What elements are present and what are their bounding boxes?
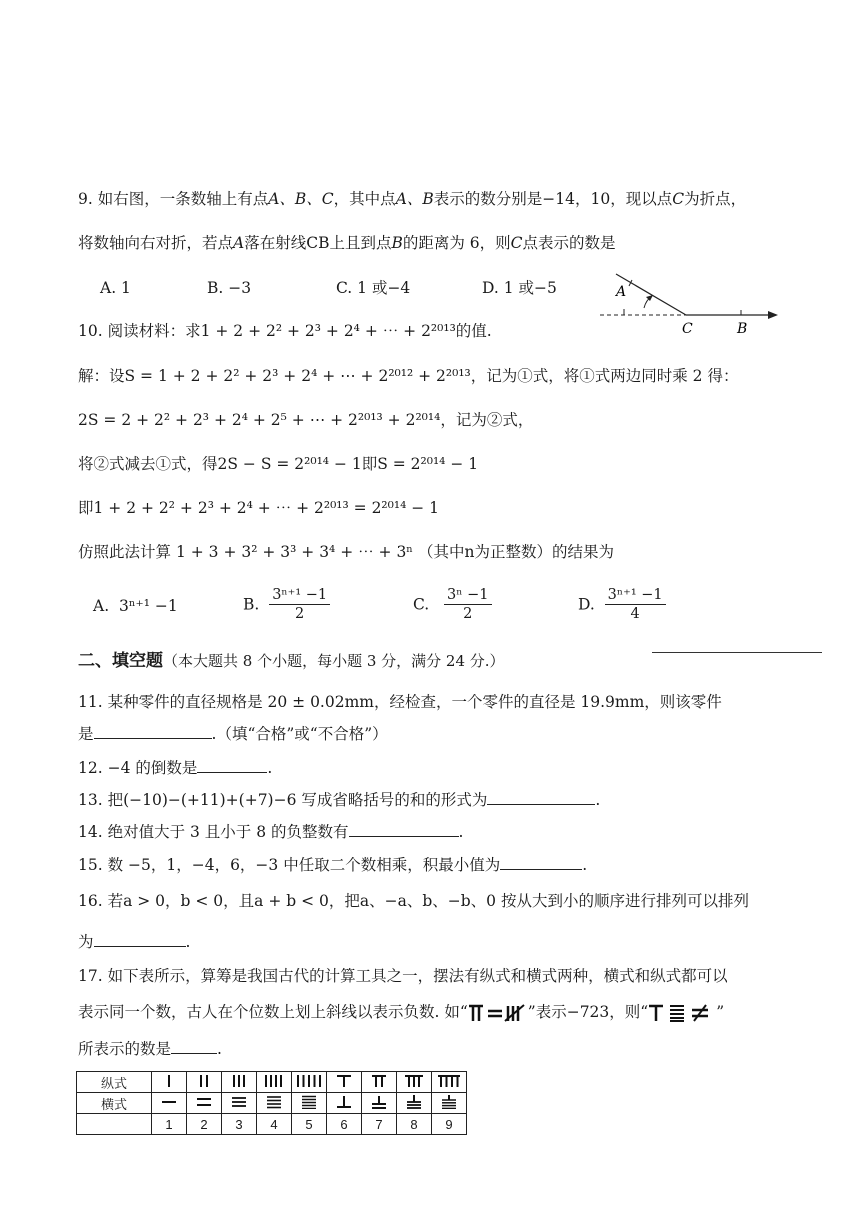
q16-text: 为 — [78, 933, 94, 951]
q9-text: ，其中点 — [333, 190, 396, 208]
rod-numeral-question — [648, 1004, 716, 1022]
numerator: 3ⁿ −1 — [444, 586, 491, 605]
divider — [652, 652, 822, 653]
q10-text: ，记为②式， — [440, 411, 534, 429]
q10-expression: 1 + 2 + 2² + 2³ + 2⁴ + ⋯ + 2²⁰¹³ — [200, 322, 456, 340]
section-2-header — [78, 651, 505, 671]
option-label: C. — [413, 595, 430, 614]
vertical-rod-2 — [187, 1072, 222, 1093]
q10-text: 将②式减去①式，得 — [78, 455, 218, 473]
q10-text: 仿照此法计算 — [78, 543, 172, 561]
denominator: 4 — [630, 606, 640, 622]
q9-point: A — [233, 234, 245, 252]
label-b: B — [737, 321, 748, 337]
vertical-rod-7 — [362, 1072, 397, 1093]
row-label: 纵式 — [77, 1072, 152, 1093]
horizontal-rod-7 — [362, 1093, 397, 1114]
q16-text: . — [185, 933, 191, 951]
q10-solution-line4 — [78, 498, 439, 518]
section-note: （本大题共 8 个小题，每小题 3 分，满分 24 分.） — [163, 652, 505, 670]
table-row-digits — [77, 1114, 467, 1135]
q10-expression: 2S = 2 + 2² + 2³ + 2⁴ + 2⁵ + ⋯ + 2²⁰¹³ + 2²⁰¹⁴ — [78, 411, 441, 429]
q9-point: B — [391, 234, 403, 252]
q15-answer-blank[interactable] — [500, 855, 582, 870]
option-label: D. — [578, 595, 595, 614]
q11-text: .（填“合格”或“不合格”） — [211, 725, 388, 743]
q10-text: ，记为①式，将①式两边同时乘 2 得： — [470, 367, 739, 385]
q10-solution-line3 — [78, 454, 478, 474]
q13 — [78, 790, 600, 810]
q17-line2 — [78, 1002, 724, 1022]
number-line-figure — [596, 268, 786, 340]
q17-text: ” — [716, 1003, 725, 1021]
q10-text: 解：设 — [78, 367, 125, 385]
q10-text: （其中n为正整数）的结果为 — [417, 543, 614, 561]
q12-text: . — [267, 759, 273, 777]
rod-numeral-example — [468, 1004, 528, 1022]
horizontal-rod-8 — [397, 1093, 432, 1114]
q10-solution-line2 — [78, 410, 533, 430]
label-c: C — [682, 321, 693, 337]
q9-point: C — [672, 190, 685, 208]
q16-line1: 16. 若a > 0，b < 0，且a + b < 0，把a、−a、b、−b、0 按从大到小的顺序进行排列可以排列 — [78, 892, 749, 910]
q10-task — [78, 542, 614, 562]
q9-text: 表示的数分别是−14，10，现以点 — [433, 190, 673, 208]
q17-line3 — [78, 1039, 222, 1059]
q17-text: ”表示−723，则“ — [527, 1003, 649, 1021]
horizontal-rod-4 — [257, 1093, 292, 1114]
q17-text: 所表示的数是 — [78, 1040, 172, 1058]
q10-expression: 2S − S = 2²⁰¹⁴ − 1即S = 2²⁰¹⁴ − 1 — [217, 455, 479, 473]
section-title: 二、填空题 — [78, 651, 163, 671]
digit-cell: 1 — [152, 1114, 187, 1135]
q14-answer-blank[interactable] — [349, 822, 459, 837]
q9-line1 — [78, 189, 746, 209]
q10-expression: S = 1 + 2 + 2² + 2³ + 2⁴ + ⋯ + 2²⁰¹² + 2²⁰¹³ — [124, 367, 471, 385]
q9-option-a: A. 1 — [100, 279, 131, 297]
q17-text: 表示同一个数，古人在个位数上划上斜线以表示负数. 如“ — [78, 1003, 468, 1021]
q10-option-c — [413, 586, 492, 623]
q9-point: C — [510, 234, 523, 252]
table-row-vertical — [77, 1072, 467, 1093]
q9-option-d: D. 1 或−5 — [482, 279, 557, 297]
horizontal-rod-5 — [292, 1093, 327, 1114]
q9-text: 点表示的数是 — [522, 234, 616, 252]
option-label: B. — [243, 595, 260, 614]
horizontal-rod-6 — [327, 1093, 362, 1114]
q10-text: 即 — [78, 499, 94, 517]
q9-text: 将数轴向右对折，若点 — [78, 234, 234, 252]
vertical-rod-4 — [257, 1072, 292, 1093]
digit-cell: 4 — [257, 1114, 292, 1135]
folded-ray — [616, 274, 686, 315]
option-value: 3ⁿ⁺¹ −1 — [118, 597, 178, 615]
q16-line2 — [78, 932, 190, 952]
q9-points: A、B — [395, 190, 434, 208]
q13-answer-blank[interactable] — [487, 790, 595, 805]
q14-text: . — [458, 823, 464, 841]
digit-cell: 7 — [362, 1114, 397, 1135]
q11-line2 — [78, 724, 388, 744]
rod-numeral-table — [76, 1071, 467, 1135]
q12-text: 12. −4 的倒数是 — [78, 759, 198, 777]
q9-text: 落在射线CB上且到点 — [244, 234, 392, 252]
fraction — [605, 586, 666, 623]
row-label — [77, 1114, 152, 1135]
row-label: 横式 — [77, 1093, 152, 1114]
q13-text: 13. 把(−10)−(+11)+(+7)−6 写成省略括号的和的形式为 — [78, 791, 488, 809]
digit-cell: 8 — [397, 1114, 432, 1135]
digit-cell: 2 — [187, 1114, 222, 1135]
numerator: 3ⁿ⁺¹ −1 — [269, 586, 330, 605]
q12 — [78, 758, 272, 778]
vertical-rod-1 — [152, 1072, 187, 1093]
axis-arrow-icon — [768, 311, 778, 319]
digit-cell: 5 — [292, 1114, 327, 1135]
digit-cell: 9 — [432, 1114, 467, 1135]
q10-option-a — [93, 596, 178, 616]
fraction — [444, 586, 491, 623]
option-label: A. — [93, 597, 110, 615]
q17-text: . — [217, 1040, 222, 1058]
q10-option-b — [243, 586, 330, 623]
q17-line1: 17. 如下表所示，算筹是我国古代的计算工具之一，摆法有纵式和横式两种，横式和纵式都可以 — [78, 967, 728, 985]
q9-option-c: C. 1 或−4 — [336, 279, 411, 297]
q15-text: . — [582, 856, 588, 874]
horizontal-rod-2 — [187, 1093, 222, 1114]
q9-points: A、B、C — [268, 190, 334, 208]
denominator: 2 — [463, 606, 473, 622]
q15 — [78, 855, 587, 875]
vertical-rod-8 — [397, 1072, 432, 1093]
q11-line1: 11. 某种零件的直径规格是 20 ± 0.02mm，经检查，一个零件的直径是 19.9mm，则该零件 — [78, 693, 722, 711]
q9-text: 的距离为 6，则 — [402, 234, 511, 252]
q10-option-d — [578, 586, 666, 623]
numerator: 3ⁿ⁺¹ −1 — [605, 586, 666, 605]
q9-text: 9. 如右图，一条数轴上有点 — [78, 190, 269, 208]
q10-text: 10. 阅读材料：求 — [78, 322, 201, 340]
q13-text: . — [595, 791, 601, 809]
q14 — [78, 822, 463, 842]
q10-title — [78, 321, 492, 341]
denominator: 2 — [295, 606, 305, 622]
q12-answer-blank[interactable] — [197, 758, 267, 773]
q10-expression: 1 + 3 + 3² + 3³ + 3⁴ + ⋯ + 3ⁿ — [175, 543, 414, 561]
label-a: A — [616, 284, 627, 300]
q11-answer-blank[interactable] — [94, 724, 212, 739]
q15-text: 15. 数 −5，1，−4，6，−3 中任取二个数相乘，积最小值为 — [78, 856, 501, 874]
vertical-rod-9 — [432, 1072, 467, 1093]
vertical-rod-5 — [292, 1072, 327, 1093]
horizontal-rod-3 — [222, 1093, 257, 1114]
vertical-rod-3 — [222, 1072, 257, 1093]
table-row-horizontal — [77, 1093, 467, 1114]
horizontal-rod-9 — [432, 1093, 467, 1114]
vertical-rod-6 — [327, 1072, 362, 1093]
q14-text: 14. 绝对值大于 3 且小于 8 的负整数有 — [78, 823, 349, 841]
q9-line2 — [78, 233, 616, 253]
q10-expression: 1 + 2 + 2² + 2³ + 2⁴ + ⋯ + 2²⁰¹³ = 2²⁰¹⁴ − 1 — [93, 499, 439, 517]
q9-text: 为折点， — [684, 190, 747, 208]
q11-text: 是 — [78, 725, 94, 743]
digit-cell: 6 — [327, 1114, 362, 1135]
q16-answer-blank[interactable] — [94, 932, 186, 947]
q17-answer-blank[interactable] — [171, 1039, 217, 1054]
fraction — [269, 586, 330, 623]
q10-text: 的值. — [455, 322, 492, 340]
horizontal-rod-1 — [152, 1093, 187, 1114]
q10-solution-line1 — [78, 366, 738, 386]
digit-cell: 3 — [222, 1114, 257, 1135]
q9-option-b: B. −3 — [207, 279, 252, 297]
